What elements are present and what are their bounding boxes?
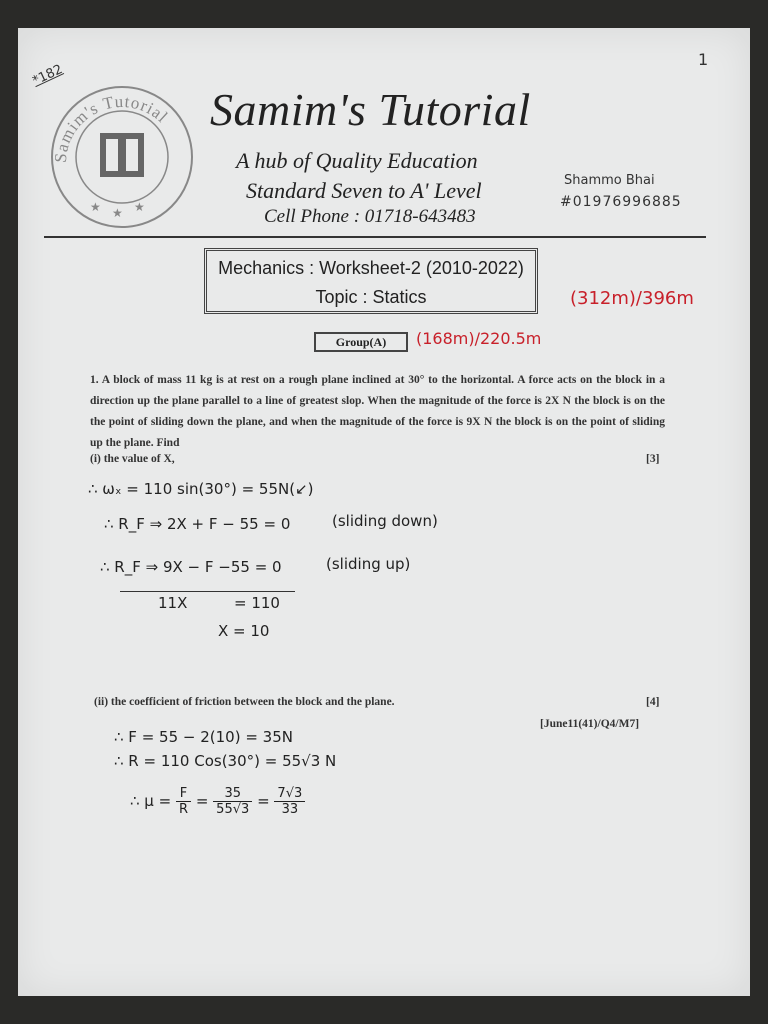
solution-i-line-2-note: (sliding down) xyxy=(332,512,438,530)
question-1-reference: [June11(41)/Q4/M7] xyxy=(540,718,640,730)
solution-i-sum-left: 11X xyxy=(158,594,188,612)
institute-phone: Cell Phone : 01718-643483 xyxy=(264,206,476,227)
handwritten-contact-phone: #01976996885 xyxy=(560,194,682,210)
corner-note: *182 xyxy=(30,62,66,89)
solution-ii-line-2: ∴ R = 110 Cos(30°) = 55√3 N xyxy=(114,752,337,770)
fraction-result-den: 33 xyxy=(281,802,299,817)
page-number: 1 xyxy=(698,50,709,69)
worksheet-time-note: (312m)/396m xyxy=(570,288,694,309)
fraction-values-num: 35 xyxy=(213,786,252,802)
solution-i-line-1: ∴ ωₓ = 110 sin(30°) = 55N(↙) xyxy=(88,480,314,498)
question-1-text: 1. A block of mass 11 kg is at rest on a rough plane inclined at 30° to the horizontal. A force acts on the block in a direction up the plane parallel to a line of greatest slop. When the magnitude of the force is 2X N the block is on the the point of sliding down the plane, and when the magnitude of the force is 9X N the block is on the point of sliding up the plane. Find xyxy=(90,374,665,449)
mu-prefix: ∴ μ = xyxy=(130,792,172,810)
fraction-result xyxy=(274,786,305,817)
tutorial-logo xyxy=(48,83,196,231)
fraction-values-den: 55√3 xyxy=(216,802,250,817)
equals-2: = xyxy=(257,792,270,810)
question-1-part-ii-marks: [4] xyxy=(646,696,660,708)
institute-levels: Standard Seven to A' Level xyxy=(246,178,482,203)
institute-title: Samim's Tutorial xyxy=(210,84,531,135)
header-divider xyxy=(44,236,706,238)
solution-i-line-3: ∴ R_F ⇒ 9X − F −55 = 0 xyxy=(100,558,282,576)
fraction-values xyxy=(213,786,252,817)
fraction-f-den: R xyxy=(178,802,189,817)
equals-1: = xyxy=(195,792,209,810)
svg-text:★: ★ xyxy=(134,200,145,214)
solution-ii-line-1: ∴ F = 55 − 2(10) = 35N xyxy=(114,728,293,746)
solution-i-line-2: ∴ R_F ⇒ 2X + F − 55 = 0 xyxy=(104,515,291,533)
question-1-part-ii: (ii) the coefficient of friction between the block and the plane. xyxy=(94,696,395,708)
handwritten-contact-name: Shammo Bhai xyxy=(564,173,655,188)
group-time-note: (168m)/220.5m xyxy=(416,329,542,348)
question-1-part-i-marks: [3] xyxy=(646,453,660,465)
fraction-f-over-r xyxy=(176,786,191,817)
solution-i-result: X = 10 xyxy=(218,622,270,640)
worksheet-title: Mechanics : Worksheet-2 (2010-2022) xyxy=(218,258,524,278)
institute-tagline: A hub of Quality Education xyxy=(236,148,478,173)
solution-i-sum-right: = 110 xyxy=(234,594,280,612)
fraction-f-num: F xyxy=(176,786,191,802)
solution-ii-line-3 xyxy=(130,786,305,817)
fraction-result-num: 7√3 xyxy=(274,786,305,802)
worksheet-topic: Topic : Statics xyxy=(315,287,427,307)
question-1-part-i: (i) the value of X, xyxy=(90,453,175,465)
worksheet-page xyxy=(18,28,750,996)
worksheet-title-box xyxy=(204,248,538,314)
solution-i-line-3-note: (sliding up) xyxy=(326,555,411,573)
svg-text:★: ★ xyxy=(90,200,101,214)
group-label: Group(A) xyxy=(314,332,408,352)
sum-divider xyxy=(120,591,295,592)
logo-ring-text: Samim's Tutorial xyxy=(50,91,173,164)
svg-text:★: ★ xyxy=(112,206,123,220)
